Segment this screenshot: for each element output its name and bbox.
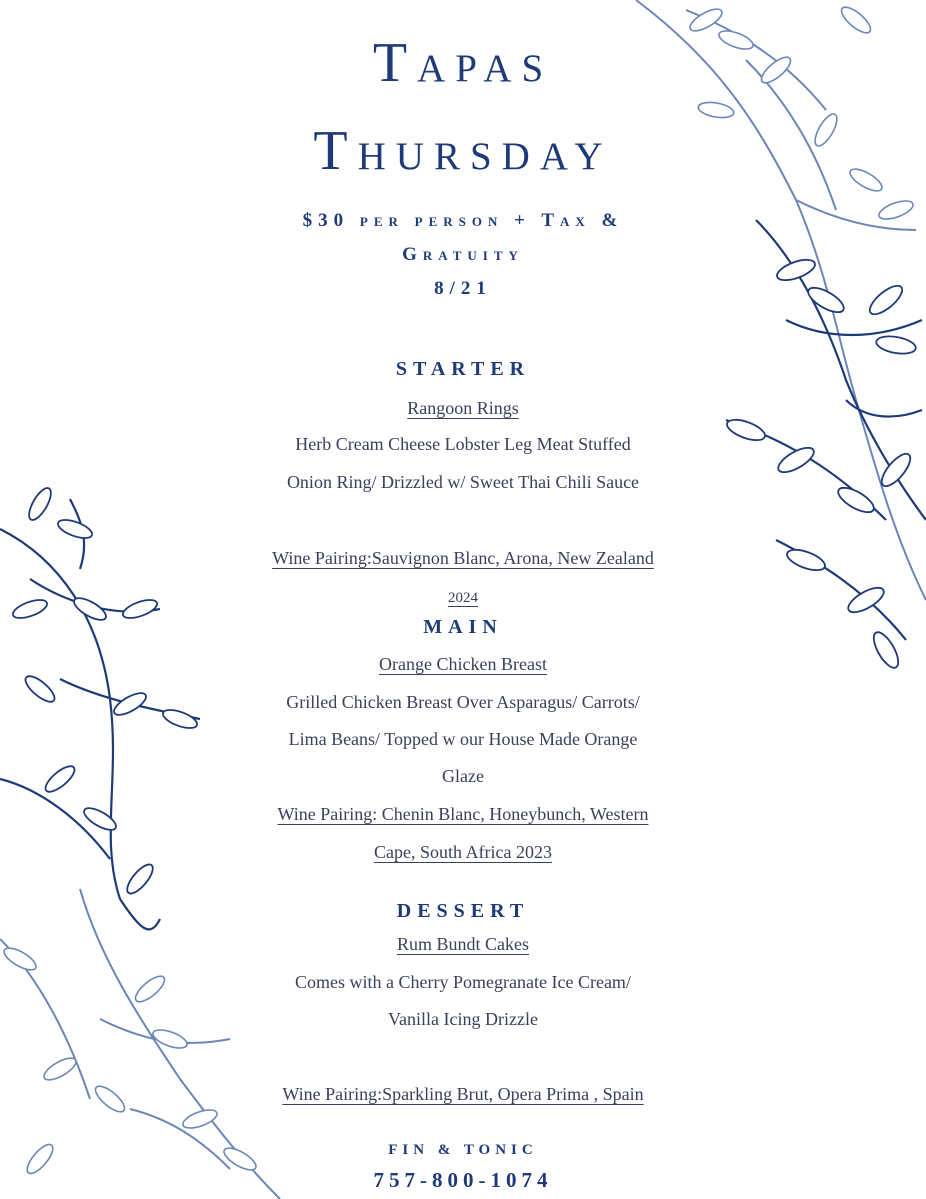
restaurant-name: FIN & TONIC: [388, 1142, 538, 1158]
main-heading: MAIN: [423, 616, 503, 638]
dessert-heading: DESSERT: [396, 900, 530, 922]
starter-wine-1: Wine Pairing:Sauvignon Blanc, Arona, New Zealand: [272, 548, 654, 568]
main-wine-2: Cape, South Africa 2023: [374, 842, 552, 862]
starter-desc-2: Onion Ring/ Drizzled w/ Sweet Thai Chili Sauce: [286, 472, 640, 492]
main-desc-1: Grilled Chicken Breast Over Asparagus/ Carrots/: [286, 692, 640, 712]
price-line-1: $30 per person + Tax &: [302, 210, 624, 231]
title-line-1: Tapas: [372, 32, 554, 94]
dessert-wine: Wine Pairing:Sparkling Brut, Opera Prima , Spain: [282, 1084, 644, 1104]
starter-wine-2: 2024: [448, 590, 478, 606]
starter-heading: STARTER: [395, 358, 531, 380]
dessert-dish: Rum Bundt Cakes: [396, 934, 529, 954]
main-wine-1: Wine Pairing: Chenin Blanc, Honeybunch, Western: [277, 804, 649, 824]
event-date: 8/21: [434, 278, 492, 299]
phone-number: 757-800-1074: [373, 1168, 553, 1192]
starter-desc-1: Herb Cream Cheese Lobster Leg Meat Stuffed: [295, 434, 631, 454]
main-dish: Orange Chicken Breast: [379, 654, 547, 674]
main-desc-3: Glaze: [442, 766, 484, 786]
dessert-desc-2: Vanilla Icing Drizzle: [388, 1009, 538, 1029]
dessert-desc-1: Comes with a Cherry Pomegranate Ice Cream/: [295, 972, 631, 992]
price-line-2: Gratuity: [402, 244, 524, 265]
starter-dish: Rangoon Rings: [407, 398, 519, 418]
title-line-2: Thursday: [313, 120, 613, 182]
main-desc-2: Lima Beans/ Topped w our House Made Orange: [288, 729, 638, 749]
